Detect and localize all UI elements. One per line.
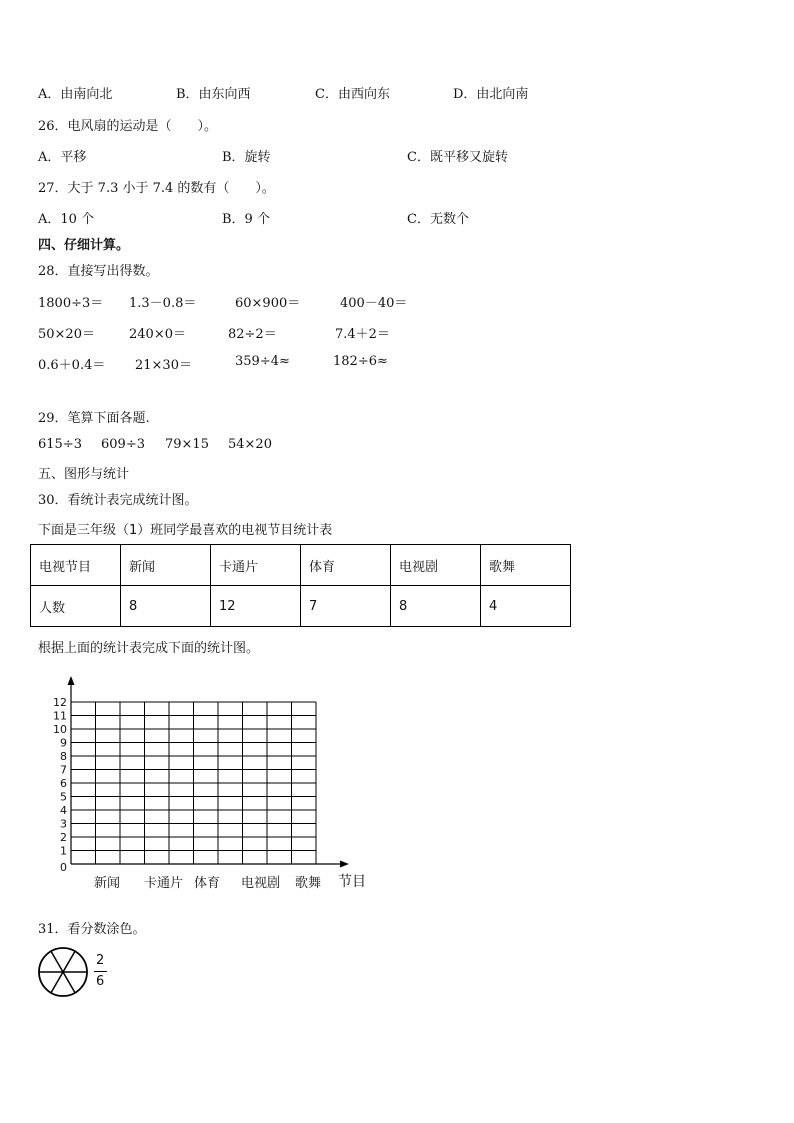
q26-option-a: A．平移 <box>38 150 87 165</box>
table-cell: 7 <box>301 586 391 627</box>
q26-option-c: C．既平移又旋转 <box>407 150 508 165</box>
y-tick-label: 7 <box>60 763 67 777</box>
q28-r3-c3: 359÷4≈ <box>235 354 290 369</box>
q28-r2-c1: 50×20＝ <box>38 327 95 342</box>
q28-r1-c2: 1.3－0.8＝ <box>129 296 197 311</box>
x-category-label: 卡通片 <box>144 876 184 891</box>
statistics-table <box>30 544 571 627</box>
q27-option-a: A．10 个 <box>38 212 95 227</box>
x-category-label: 电视剧 <box>241 876 281 891</box>
q30-stem: 30．看统计表完成统计图。 <box>38 493 198 508</box>
q25-option-d: D．由北向南 <box>453 87 529 102</box>
fraction-numerator: 2 <box>96 953 105 968</box>
y-tick-label: 1 <box>60 844 67 858</box>
table-title: 下面是三年级（1）班同学最喜欢的电视节目统计表 <box>38 523 333 538</box>
table-cell: 8 <box>121 586 211 627</box>
q29-item-4: 54×20 <box>228 437 272 452</box>
q28-r1-c1: 1800÷3＝ <box>38 296 104 311</box>
y-tick-label: 6 <box>60 777 67 790</box>
section-4-heading: 四、仔细计算。 <box>38 238 130 253</box>
q29-stem: 29．笔算下面各题. <box>38 411 150 426</box>
y-tick-label: 3 <box>60 817 67 831</box>
circle-sixths-icon[interactable] <box>36 944 96 1000</box>
x-axis-label: 节目 <box>338 874 366 890</box>
q25-option-b: B．由东向西 <box>176 87 251 102</box>
y-tick-label: 2 <box>60 831 67 844</box>
q27-stem: 27．大于 7.3 小于 7.4 的数有（ ）。 <box>38 181 275 196</box>
y-axis-arrow-icon <box>68 676 75 685</box>
x-category-label: 歌舞 <box>295 876 322 891</box>
table-header-cell: 电视剧 <box>391 545 481 586</box>
fraction-denominator: 6 <box>96 974 105 989</box>
y-tick-label: 9 <box>60 736 67 750</box>
y-tick-label: 8 <box>60 750 67 763</box>
q27-option-b: B．9 个 <box>222 212 270 227</box>
table-header-cell: 新闻 <box>121 545 211 586</box>
q29-item-1: 615÷3 <box>38 437 82 452</box>
y-tick-label: 11 <box>53 709 67 723</box>
table-cell: 8 <box>391 586 481 627</box>
q27-option-c: C．无数个 <box>407 212 469 227</box>
q28-r2-c4: 7.4＋2＝ <box>335 327 390 342</box>
q28-r1-c4: 400－40＝ <box>340 296 408 311</box>
q30-after-text: 根据上面的统计表完成下面的统计图。 <box>38 641 260 656</box>
q28-r3-c1: 0.6＋0.4＝ <box>38 358 106 373</box>
y-tick-label: 10 <box>53 723 67 736</box>
table-header-row <box>31 545 571 586</box>
q31-stem: 31．看分数涂色。 <box>38 922 146 937</box>
y-tick-label: 0 <box>60 861 67 874</box>
y-tick-label: 12 <box>53 696 67 709</box>
q28-r2-c3: 82÷2＝ <box>228 327 277 342</box>
q25-option-a: A．由南向北 <box>38 87 113 102</box>
q26-option-b: B．旋转 <box>222 150 271 165</box>
q28-r1-c3: 60×900＝ <box>235 296 301 311</box>
x-category-label: 新闻 <box>94 876 121 891</box>
q29-item-2: 609÷3 <box>101 437 145 452</box>
q28-r2-c2: 240×0＝ <box>129 327 186 342</box>
table-cell: 4 <box>481 586 571 627</box>
q28-r3-c4: 182÷6≈ <box>333 354 388 369</box>
fraction-bar <box>94 971 107 972</box>
y-tick-label: 5 <box>60 790 67 804</box>
x-axis-arrow-icon <box>340 861 349 868</box>
q26-stem: 26．电风扇的运动是（ ）。 <box>38 119 218 134</box>
x-category-label: 体育 <box>194 876 221 891</box>
q28-stem: 28．直接写出得数。 <box>38 264 159 279</box>
q28-r3-c2: 21×30＝ <box>135 358 192 373</box>
table-header-cell: 卡通片 <box>211 545 301 586</box>
table-header-cell: 电视节目 <box>31 545 121 586</box>
section-5-heading: 五、图形与统计 <box>38 467 130 482</box>
table-cell: 人数 <box>31 586 121 627</box>
y-tick-label: 4 <box>60 804 67 817</box>
table-header-cell: 体育 <box>301 545 391 586</box>
table-header-cell: 歌舞 <box>481 545 571 586</box>
q25-option-c: C．由西向东 <box>315 87 390 102</box>
table-cell: 12 <box>211 586 301 627</box>
table-row <box>31 586 571 627</box>
q29-item-3: 79×15 <box>165 437 209 452</box>
